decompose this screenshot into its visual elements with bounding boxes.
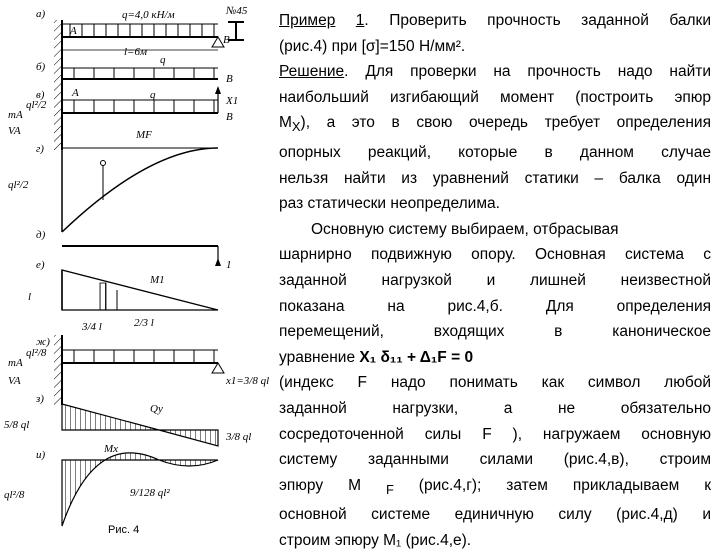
qy-label: Qy	[150, 403, 163, 415]
text-line-11: заданной нагрузкой и лишней неизвестной	[279, 272, 711, 290]
distributed-load-zh	[62, 350, 218, 362]
distributed-load-b	[62, 68, 218, 78]
five-eighths-ql: 5/8 ql	[4, 419, 30, 431]
text-line-1: Пример 1. Проверить прочность заданной балки	[279, 12, 711, 29]
moment-label-ma-2: mA	[8, 357, 23, 369]
load-q-label-2: q	[150, 89, 156, 101]
text-line-15: (индекс F надо понимать как символ любой	[279, 374, 711, 392]
text-line-14: уравнение X₁ δ₁₁ + Δ₁F = 0	[279, 348, 474, 366]
text-line-21: строим эпюру М₁ (рис.4,е).	[279, 532, 472, 550]
text-line-16: заданной нагрузки, а не обязательно	[279, 400, 711, 417]
panel-label-d: д)	[36, 229, 46, 241]
text-line-9: Основную систему выбираем, отбрасывая	[311, 220, 619, 238]
arrow-up-icon	[215, 86, 221, 94]
panel-label-b: б)	[36, 61, 46, 73]
text-line-20: основной системе единичную силу (рис.4,д) и	[279, 506, 711, 524]
panel-label-i: и)	[36, 449, 46, 461]
three-quarter-l: 3/4 l	[82, 321, 102, 333]
l-label: l	[28, 291, 32, 303]
panel-label-g: г)	[36, 143, 44, 155]
panel-label-a: a)	[36, 8, 46, 20]
support-b-label-3: B	[226, 111, 233, 123]
section-label: №45	[226, 5, 248, 17]
i-beam-icon	[228, 22, 244, 40]
text-line-17: сосредоточенной силы F ), нагружаем основную	[279, 425, 711, 443]
arrow-up-icon-2	[215, 258, 221, 266]
text-line-10: шарнирно подвижную опору. Основная система с	[279, 246, 711, 264]
ql2-label-2: ql²/2	[8, 179, 29, 191]
mf-label: MF	[136, 129, 152, 141]
text-line-13: перемещений, входящих в каноническое	[279, 323, 711, 341]
load-q-label: q	[160, 54, 166, 66]
load-label: q=4,0 кН/м	[122, 9, 175, 21]
text-line-8: раз статически неопределима.	[279, 195, 500, 213]
support-a-label-2: A	[72, 87, 79, 99]
panel-label-e: е)	[36, 259, 45, 271]
panel-label-z: з)	[36, 393, 44, 405]
text-line-2: (рис.4) при [σ]=150 Н/мм².	[279, 37, 466, 55]
body-text	[279, 8, 711, 554]
ql2-label: ql²/2	[26, 99, 47, 111]
reaction-va-label: VA	[8, 125, 21, 137]
support-b-label: B	[223, 34, 230, 46]
m1-diagram	[62, 270, 218, 310]
text-line-12: показана на рис.4,б. Для определения	[279, 297, 711, 315]
ql2-over-8-label: ql²/8	[26, 347, 47, 359]
mx-label: Mx	[104, 443, 119, 455]
section-point	[101, 161, 106, 166]
unit-force-label: 1	[226, 259, 232, 271]
nine-128-label: 9/128 ql²	[130, 487, 170, 499]
distributed-load	[62, 24, 218, 36]
mf-curve	[62, 148, 218, 232]
support-b-label-2: B	[226, 73, 233, 85]
text-line-4: наибольший изгибающий момент (построить эпюр	[279, 88, 711, 106]
qy-positive	[62, 404, 159, 430]
moment-label-ma: mA	[8, 109, 23, 121]
x1-eq-label: x1=3/8 ql	[226, 375, 270, 387]
two-thirds-l: 2/3 l	[134, 317, 154, 329]
beam-figure	[0, 0, 272, 540]
text-line-7: нельзя найти из уравнений статики – балка один	[279, 169, 711, 187]
text-line-18: систему заданными силами (рис.4,в), строим	[279, 451, 711, 469]
span-label: l=6м	[124, 46, 147, 58]
figure-caption: Рис. 4	[108, 524, 140, 536]
panel-label-v: в)	[36, 89, 45, 101]
text-line-19: эпюру М $_F$ (рис.4,г); затем прикладываем к	[279, 476, 711, 497]
text-line-5: $М_Х$), а это в свою очередь требует определения	[279, 114, 711, 135]
text-line-3: Решение. Для проверки на прочность надо найти	[279, 63, 711, 81]
text-line-6: опорных реакций, которые в данном случае	[279, 144, 711, 162]
force-x1-label: X1	[226, 95, 239, 107]
panel-label-zh: ж)	[36, 336, 50, 348]
three-eighths-ql: 3/8 ql	[226, 431, 252, 443]
m1-label: M1	[150, 274, 165, 286]
support-a-label: A	[70, 25, 77, 37]
reaction-va-label-2: VA	[8, 375, 21, 387]
ql2-bottom-label: ql²/8	[4, 489, 25, 501]
distributed-load-v	[62, 100, 218, 112]
qy-negative	[159, 430, 218, 446]
fixed-wall	[54, 20, 62, 405]
